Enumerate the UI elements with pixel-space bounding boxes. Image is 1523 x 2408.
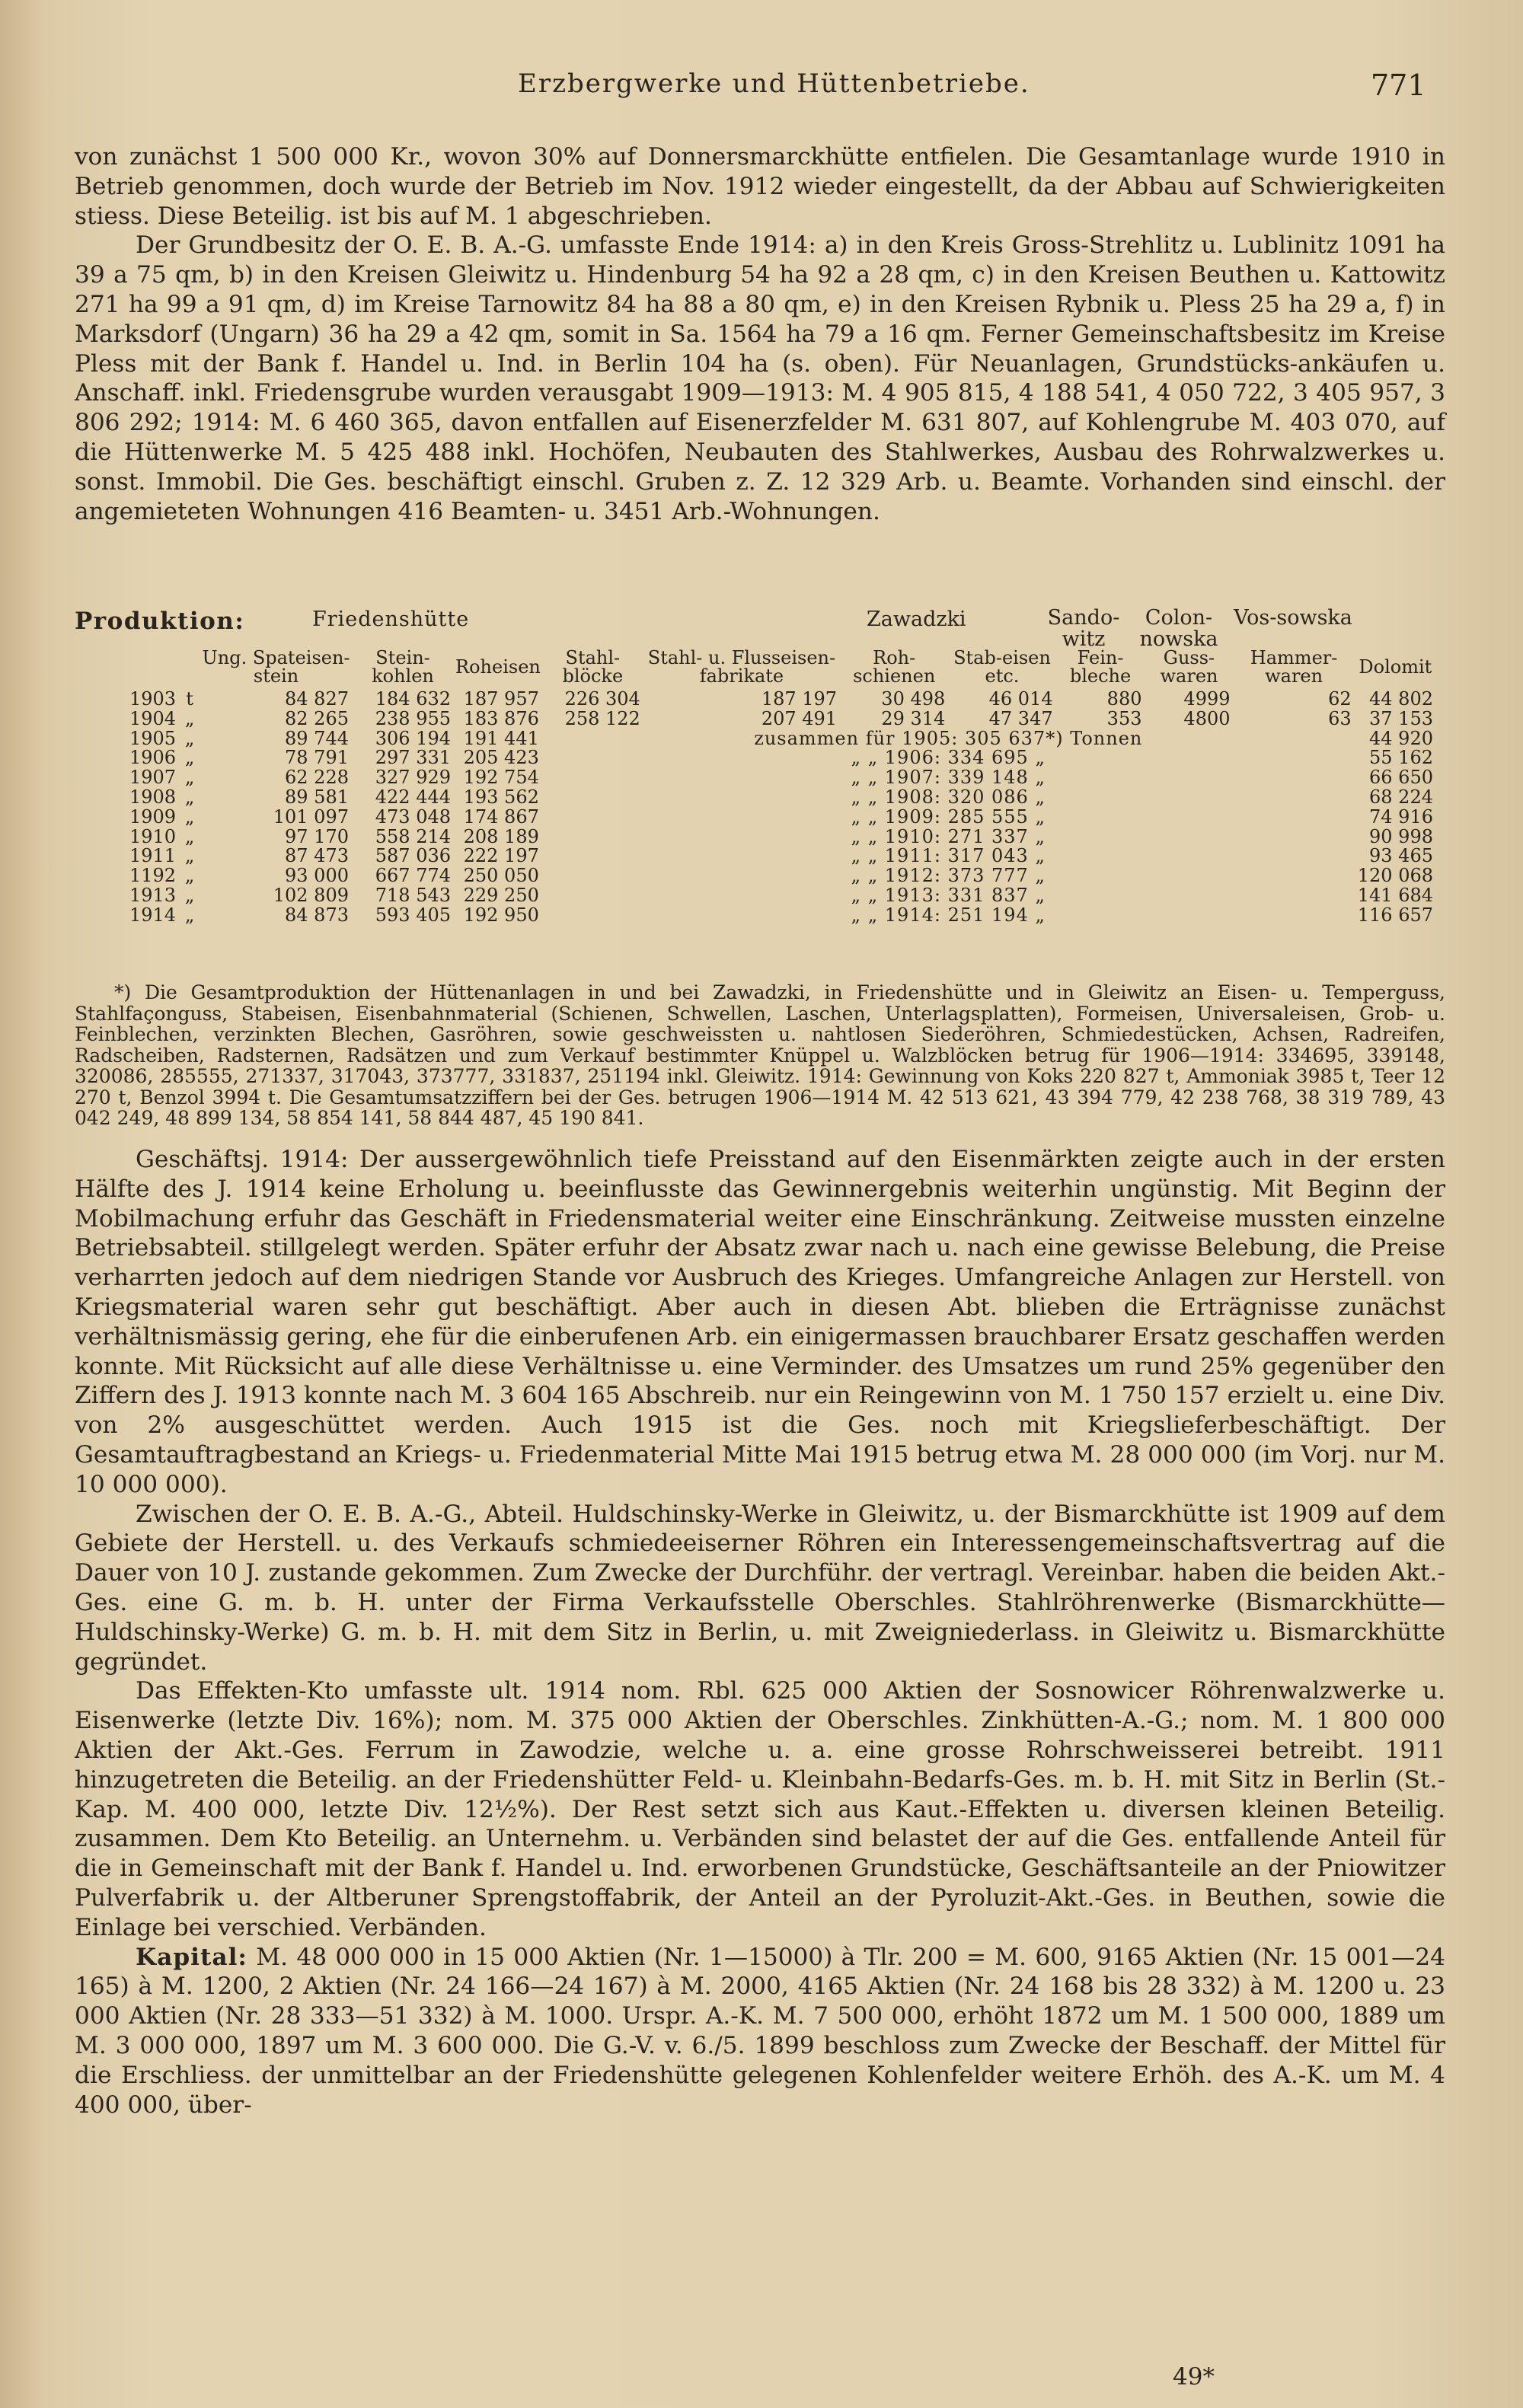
page-header bbox=[0, 69, 1523, 114]
row-year: 1904 bbox=[129, 707, 177, 729]
table-cell: 593 405 bbox=[375, 904, 452, 926]
table-cell: 558 214 bbox=[375, 825, 452, 847]
table-cell: 184 632 bbox=[375, 688, 452, 710]
paragraph: Der Grundbesitz der O. E. B. A.-G. umfasste Ende 1914: a) in den Kreis Gross-Strehlitz u. Lublinitz 1091 ha 39 a 75 qm, b) in den Kreisen Gleiwitz u. Hindenburg 54 ha 92 a 28 qm, c) in den Kreisen Beuthen u. Kattowitz 271 ha 99 a 91 qm, d) im Kreise Tarnowitz 84 ha 88 a 80 qm, e) in den Kreisen Rybnik u. Pless 25 ha 29 a, f) in Marksdorf (Ungarn) 36 ha 29 a 42 qm, somit in Sa. 1564 ha 79 a 16 qm. Ferner Gemeinschaftsbesitz im Kreise Pless mit der Bank f. Handel u. Ind. in Berlin 104 ha (s. oben). Für Neuanlagen, Grundstücks-ankäufen u. Anschaff. inkl. Friedensgrube wurden verausgabt 1909—1913: M. 4 905 815, 4 188 541, 4 050 722, 3 405 957, 3 806 292; 1914: M. 6 460 365, davon entfallen auf Eisenerzfelder M. 631 807, auf Kohlengrube M. 403 070, auf die Hüttenwerke M. 5 425 488 inkl. Hochöfen, Neubauten des Stahlwerkes, Ausbau des Rohrwalzwerkes u. sonst. Immobil. Die Ges. beschäftigt einschl. Gruben z. Z. 12 329 Arb. u. Beamte. Vorhanden sind einschl. der angemieteten Wohnungen 416 Beamten- u. 3451 Arb.-Wohnungen. bbox=[75, 231, 1445, 525]
signature-mark: 49* bbox=[1173, 2363, 1215, 2390]
row-unit: „ bbox=[184, 727, 195, 749]
row-unit: „ bbox=[184, 884, 195, 906]
column-header: Hammer-waren bbox=[1250, 647, 1338, 687]
text-block-top bbox=[75, 142, 1445, 526]
table-row bbox=[126, 886, 1436, 906]
group-zawadzki: Zawadzki bbox=[867, 608, 966, 631]
table-cell: 187 957 bbox=[463, 688, 539, 710]
row-year: 1906 bbox=[129, 747, 177, 769]
column-header-year bbox=[126, 649, 179, 690]
total-note: „ „ 1909: 285 555 „ bbox=[851, 805, 1046, 828]
table-cell: 226 304 bbox=[564, 688, 640, 710]
row-year: 1908 bbox=[129, 786, 177, 808]
total-note: „ „ 1912: 373 777 „ bbox=[851, 865, 1046, 887]
table-cell: 4999 bbox=[1183, 688, 1231, 710]
group-sandowitz: Sando-witz bbox=[1047, 606, 1120, 651]
group-friedenshuette: Friedenshütte bbox=[312, 608, 470, 631]
total-note: „ „ 1911: 317 043 „ bbox=[851, 845, 1046, 867]
table-row bbox=[126, 866, 1436, 886]
row-year: 1905 bbox=[129, 727, 177, 749]
row-unit: „ bbox=[184, 805, 195, 828]
table-cell: 183 876 bbox=[463, 707, 539, 729]
table-cell: 82 265 bbox=[285, 707, 349, 729]
total-note: „ „ 1914: 251 194 „ bbox=[851, 904, 1046, 926]
table-cell: 353 bbox=[1106, 707, 1142, 729]
column-header: Stahl-blöcke bbox=[562, 647, 624, 687]
table-cell: 44 802 bbox=[1369, 688, 1433, 710]
table-cell: 44 920 bbox=[1369, 727, 1433, 749]
column-header: Roh-schienen bbox=[853, 647, 936, 687]
table-cell: 102 809 bbox=[273, 884, 349, 906]
production-footnote bbox=[75, 982, 1445, 1129]
table-row bbox=[126, 828, 1436, 847]
table-cell: 37 153 bbox=[1369, 707, 1433, 729]
table-cell: 205 423 bbox=[463, 747, 539, 769]
table-cell: 327 929 bbox=[375, 767, 452, 789]
table-cell: 62 bbox=[1328, 688, 1352, 710]
table-row bbox=[126, 729, 1436, 749]
row-year: 1903 bbox=[129, 688, 177, 710]
table-cell: 74 916 bbox=[1369, 805, 1433, 828]
column-header: Dolomit bbox=[1359, 656, 1432, 678]
row-year: 1907 bbox=[129, 767, 177, 789]
group-colonnowska: Colon-nowska bbox=[1139, 606, 1218, 651]
table-cell: 84 873 bbox=[285, 904, 349, 926]
row-year: 1909 bbox=[129, 805, 177, 828]
table-cell: 306 194 bbox=[375, 727, 452, 749]
table-cell: 66 650 bbox=[1369, 767, 1433, 789]
table-cell: 87 473 bbox=[285, 845, 349, 867]
table-row bbox=[126, 768, 1436, 788]
table-row bbox=[126, 808, 1436, 828]
production-label: Produktion: bbox=[75, 608, 245, 635]
table-cell: 718 543 bbox=[375, 884, 452, 906]
table-cell: 97 170 bbox=[285, 825, 349, 847]
production-heading bbox=[75, 606, 1445, 651]
table-row bbox=[126, 710, 1436, 729]
table-cell: 101 097 bbox=[273, 805, 349, 828]
total-note: „ „ 1907: 339 148 „ bbox=[851, 767, 1046, 789]
total-note: „ „ 1906: 334 695 „ bbox=[851, 747, 1046, 769]
capital-paragraph bbox=[75, 1943, 1445, 2120]
table-cell: 207 491 bbox=[761, 707, 838, 729]
row-unit: „ bbox=[184, 767, 195, 789]
table-cell: 258 122 bbox=[564, 707, 640, 729]
capital-text: M. 48 000 000 in 15 000 Aktien (Nr. 1—15000) à Tlr. 200 = M. 600, 9165 Aktien (Nr. 15 001—24 165) à M. 1200, 2 Aktien (Nr. 24 166—24 167) à M. 2000, 4165 Aktien (Nr. 24 168 bis 28 332) à M. 1200 u. 23 000 Aktien (Nr. 28 333—51 332) à M. 1000. Urspr. A.-K. M. 7 500 000, erhöht 1872 um M. 1 500 000, 1889 um M. 3 000 000, 1897 um M. 3 600 000. Die G.-V. v. 6./5. 1899 beschloss zum Zwecke der Beschaff. der Mittel für die Erschliess. der unmittelbar an der Friedenshütte gelegenen Kohlenfelder weitere Erhöh. des A.-K. um M. 4 400 000, über- bbox=[75, 1943, 1445, 2119]
paragraph: von zunächst 1 500 000 Kr., wovon 30% auf Donnersmarckhütte entfielen. Die Gesamtanlage wurde 1910 in Betrieb genommen, doch wurde der Betrieb im Nov. 1912 wieder eingestellt, da der Abbau auf Schwierigkeiten stiess. Diese Beteilig. ist bis auf M. 1 abgeschrieben. bbox=[75, 143, 1445, 230]
row-year: 1913 bbox=[129, 884, 177, 906]
table-cell: 473 048 bbox=[375, 805, 452, 828]
table-cell: 4800 bbox=[1183, 707, 1231, 729]
table-cell: 250 050 bbox=[463, 865, 539, 887]
column-header: Roheisen bbox=[455, 656, 541, 678]
table-cell: 297 331 bbox=[375, 747, 452, 769]
column-header-unit bbox=[179, 649, 200, 690]
row-year: 1914 bbox=[129, 904, 177, 926]
row-year: 1910 bbox=[129, 825, 177, 847]
table-cell: 30 498 bbox=[881, 688, 946, 710]
table-cell: 84 827 bbox=[285, 688, 349, 710]
column-header: Ung. Spateisen-stein bbox=[202, 647, 350, 687]
table-row bbox=[126, 847, 1436, 866]
table-cell: 192 754 bbox=[463, 767, 539, 789]
row-unit: „ bbox=[184, 747, 195, 769]
footnote-text: *) Die Gesamtproduktion der Hüttenanlagen in und bei Zawadzki, in Friedenshütte und in Gleiwitz an Eisen- u. Temperguss, Stahlfaçonguss, Stabeisen, Eisenbahnmaterial (Schienen, Schwellen, Laschen, Unterlagsplatten), Formeisen, Universaleisen, Grob- u. Feinblechen, verzinkten Blechen, Gasröhren, sowie geschweissten u. nahtlosen Siederöhren, Schmiedestücken, Achsen, Radreifen, Radscheiben, Radsternen, Radsätzen und zum Verkauf bestimmter Knüppel u. Walzblöcken betrug für 1906—1914: 334695, 339148, 320086, 285555, 271337, 317043, 373777, 331837, 251194 inkl. Gleiwitz. 1914: Gewinnung von Koks 220 827 t, Ammoniak 3985 t, Teer 12 270 t, Benzol 3994 t. Die Gesamtumsatzziffern bei der Ges. betrugen 1906—1914 M. 42 513 621, 43 394 779, 42 238 768, 38 319 789, 43 042 249, 48 899 134, 58 854 141, 58 844 487, 45 190 841. bbox=[75, 981, 1445, 1129]
production-table bbox=[126, 649, 1436, 926]
table-cell: 62 228 bbox=[285, 767, 349, 789]
table-row bbox=[126, 906, 1436, 926]
table-cell: 29 314 bbox=[881, 707, 946, 729]
column-header: Stein-kohlen bbox=[372, 647, 434, 687]
table-cell: 208 189 bbox=[463, 825, 539, 847]
total-note: zusammen für 1905: 305 637*) Tonnen bbox=[754, 727, 1143, 749]
table-cell: 222 197 bbox=[463, 845, 539, 867]
table-cell: 93 000 bbox=[285, 865, 349, 887]
table-cell: 68 224 bbox=[1369, 786, 1433, 808]
table-cell: 880 bbox=[1106, 688, 1142, 710]
row-unit: t bbox=[186, 688, 193, 710]
table-cell: 93 465 bbox=[1369, 845, 1433, 867]
row-unit: „ bbox=[184, 904, 195, 926]
group-vossowska: Vos-sowska bbox=[1234, 606, 1352, 630]
table-cell: 90 998 bbox=[1369, 825, 1433, 847]
table-cell: 187 197 bbox=[761, 688, 838, 710]
table-cell: 238 955 bbox=[375, 707, 452, 729]
column-header: Fein-bleche bbox=[1069, 647, 1132, 687]
column-header: Stahl- u. Flusseisen-fabrikate bbox=[647, 647, 836, 687]
total-note: „ „ 1913: 331 837 „ bbox=[851, 884, 1046, 906]
paragraph: Zwischen der O. E. B. A.-G., Abteil. Huldschinsky-Werke in Gleiwitz, u. der Bismarckhütte ist 1909 auf dem Gebiete der Herstell. u. des Verkaufs schmiedeeiserner Röhren ein Interessengemeinschaftsvertrag auf die Dauer von 10 J. zustande gekommen. Zum Zwecke der Durchführ. der vertragl. Vereinbar. haben die beiden Akt.-Ges. eine G. m. b. H. unter der Firma Verkaufsstelle Oberschles. Stahlröhrenwerke (Bismarckhütte—Huldschinsky-Werke) G. m. b. H. mit dem Sitz in Berlin, u. mit Zweigniederlass. in Gleiwitz u. Bismarckhütte gegründet. bbox=[75, 1500, 1445, 1676]
table-cell: 667 774 bbox=[375, 865, 452, 887]
table-cell: 46 014 bbox=[988, 688, 1053, 710]
row-unit: „ bbox=[184, 865, 195, 887]
total-note: „ „ 1910: 271 337 „ bbox=[851, 825, 1046, 847]
table-cell: 120 068 bbox=[1357, 865, 1433, 887]
row-unit: „ bbox=[184, 786, 195, 808]
row-unit: „ bbox=[184, 845, 195, 867]
column-header: Guss-waren bbox=[1160, 647, 1218, 687]
table-cell: 89 581 bbox=[285, 786, 349, 808]
row-year: 1911 bbox=[129, 845, 177, 867]
table-row bbox=[126, 748, 1436, 768]
table-cell: 191 441 bbox=[463, 727, 539, 749]
table-header-row bbox=[126, 649, 1436, 690]
row-unit: „ bbox=[184, 825, 195, 847]
table-cell: 63 bbox=[1328, 707, 1352, 729]
row-year: 1192 bbox=[129, 865, 177, 887]
table-row bbox=[126, 788, 1436, 808]
table-cell: 116 657 bbox=[1357, 904, 1433, 926]
table-cell: 141 684 bbox=[1357, 884, 1433, 906]
table-cell: 587 036 bbox=[375, 845, 452, 867]
table-cell: 229 250 bbox=[463, 884, 539, 906]
text-block-bottom bbox=[75, 1145, 1445, 2119]
table-cell: 78 791 bbox=[285, 747, 349, 769]
table-cell: 193 562 bbox=[463, 786, 539, 808]
table-cell: 192 950 bbox=[463, 904, 539, 926]
paragraph: Das Effekten-Kto umfasste ult. 1914 nom. Rbl. 625 000 Aktien der Sosnowicer Röhrenwalzwerke u. Eisenwerke (letzte Div. 16%); nom. M. 375 000 Aktien der Oberschles. Zinkhütten-A.-G.; nom. M. 1 800 000 Aktien der Akt.-Ges. Ferrum in Zawodzie, welche u. a. eine grosse Rohrschweisserei betreibt. 1911 hinzugetreten die Beteilig. an der Friedenshütter Feld- u. Kleinbahn-Bedarfs-Ges. m. b. H. mit Sitz in Berlin (St.-Kap. M. 400 000, letzte Div. 12½%). Der Rest setzt sich aus Kaut.-Effekten u. diversen kleinen Beteilig. zusammen. Dem Kto Beteilig. an Unternehm. u. Verbänden sind belastet der auf die Ges. entfallende Anteil für die in Gemeinschaft mit der Bank f. Handel u. Ind. erworbenen Grundstücke, Geschäftsanteile an der Pniowitzer Pulverfabrik u. der Altberuner Sprengstoffabrik, der Anteil an der Pyroluzit-Akt.-Ges. in Beuthen, sowie die Einlage bei verschied. Verbänden. bbox=[75, 1677, 1445, 1941]
capital-label: Kapital: bbox=[136, 1943, 247, 1971]
table-cell: 47 347 bbox=[988, 707, 1053, 729]
column-header: Stab-eisen etc. bbox=[953, 647, 1051, 687]
table-cell: 89 744 bbox=[285, 727, 349, 749]
running-title: Erzbergwerke und Hüttenbetriebe. bbox=[518, 69, 1030, 99]
row-unit: „ bbox=[184, 707, 195, 729]
page-number: 771 bbox=[1371, 69, 1426, 102]
table-cell: 55 162 bbox=[1369, 747, 1433, 769]
table-cell: 422 444 bbox=[375, 786, 452, 808]
paragraph: Geschäftsj. 1914: Der aussergewöhnlich tiefe Preisstand auf den Eisenmärkten zeigte auch in der ersten Hälfte des J. 1914 keine Erholung u. beeinflusste das Gewinnergebnis weiterhin ungünstig. Mit Beginn der Mobilmachung erfuhr das Geschäft in Friedensmaterial weiter eine Einschränkung. Zeitweise mussten einzelne Betriebsabteil. stillgelegt werden. Später erfuhr der Absatz zwar nach u. nach eine gewisse Belebung, die Preise verharrten jedoch auf dem niedrigen Stande vor Ausbruch des Krieges. Umfangreiche Anlagen zur Herstell. von Kriegsmaterial waren sehr gut beschäftigt. Aber auch in diesen Abt. blieben die Erträgnisse zunächst verhältnismässig gering, ehe für die einberufenen Arb. ein einigermassen brauchbarer Ersatz geschaffen werden konnte. Mit Rücksicht auf alle diese Verhältnisse u. eine Verminder. des Umsatzes um rund 25% gegenüber den Ziffern des J. 1913 konnte nach M. 3 604 165 Abschreib. nur ein Reingewinn von M. 1 750 157 erzielt u. eine Div. von 2% ausgeschüttet werden. Auch 1915 ist die Ges. noch mit Kriegslieferbeschäftigt. Der Gesamtauftragbestand an Kriegs- u. Friedenmaterial Mitte Mai 1915 betrug etwa M. 28 000 000 (im Vorj. nur M. 10 000 000). bbox=[75, 1146, 1445, 1498]
total-note: „ „ 1908: 320 086 „ bbox=[851, 786, 1046, 808]
table-row bbox=[126, 690, 1436, 710]
table-cell: 174 867 bbox=[463, 805, 539, 828]
